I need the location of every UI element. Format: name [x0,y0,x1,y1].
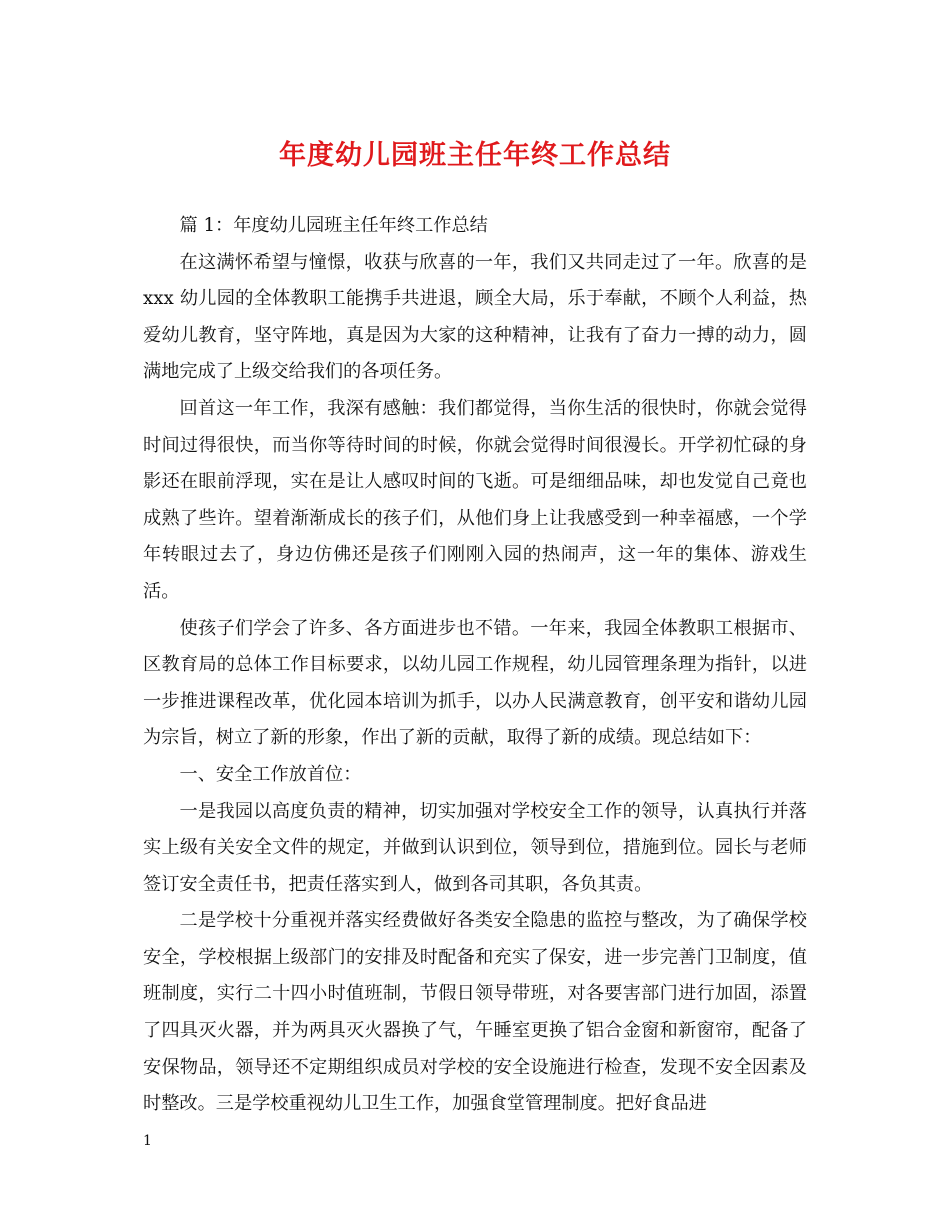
paragraph: 二是学校十分重视并落实经费做好各类安全隐患的监控与整改，为了确保学校安全，学校根据上级部门的安排及时配备和充实了保安，进一步完善门卫制度，值班制度，实行二十四小时值班制，节假日领导带班，对各要害部门进行加固，添置了四具灭火器，并为两具灭火器换了气，午睡室更换了铝合金窗和新窗帘，配备了安保物品，领导还不定期组织成员对学校的安全设施进行检查，发现不安全因素及时整改。三是学校重视幼儿卫生工作，加强食堂管理制度。把好食品进 [143,910,807,1115]
paragraph: 一是我园以高度负责的精神，切实加强对学校安全工作的领导，认真执行并落实上级有关安全文件的规定，并做到认识到位，领导到位，措施到位。园长与老师签订安全责任书，把责任落实到人，做到各司其职，各负其责。 [143,800,807,895]
section-heading: 篇 1：年度幼儿园班主任年终工作总结 [179,215,488,236]
subsection-heading: 一、安全工作放首位： [179,763,362,785]
document-body [143,208,807,1123]
paragraph: 在这满怀希望与憧憬，收获与欣喜的一年，我们又共同走过了一年。欣喜的是 xxx 幼儿园的全体教职工能携手共进退，顾全大局，乐于奉献，不顾个人利益，热爱幼儿教育，坚守阵地，真是因为大家的这种精神，让我有了奋力一搏的动力，圆满地完成了上级交给我们的各项任务。 [143,251,807,383]
page-number: 1 [143,1133,152,1149]
paragraph: 使孩子们学会了许多、各方面进步也不错。一年来，我园全体教职工根据市、区教育局的总体工作目标要求，以幼儿园工作规程，幼儿园管理条理为指针，以进一步推进课程改革，优化园本培训为抓手，以办人民满意教育，创平安和谐幼儿园为宗旨，树立了新的形象，作出了新的贡献，取得了新的成绩。现总结如下： [143,617,807,749]
document-title: 年度幼儿园班主任年终工作总结 [279,140,671,171]
paragraph: 回首这一年工作，我深有感触：我们都觉得，当你生活的很快时，你就会觉得时间过得很快，而当你等待时间的时候，你就会觉得时间很漫长。开学初忙碌的身影还在眼前浮现，实在是让人感叹时间的飞逝。可是细细品味，却也发觉自己竟也成熟了些许。望着渐渐成长的孩子们，从他们身上让我感受到一种幸福感，一个学年转眼过去了，身边仿佛还是孩子们刚刚入园的热闹声，这一年的集体、游戏生活。 [143,397,807,602]
